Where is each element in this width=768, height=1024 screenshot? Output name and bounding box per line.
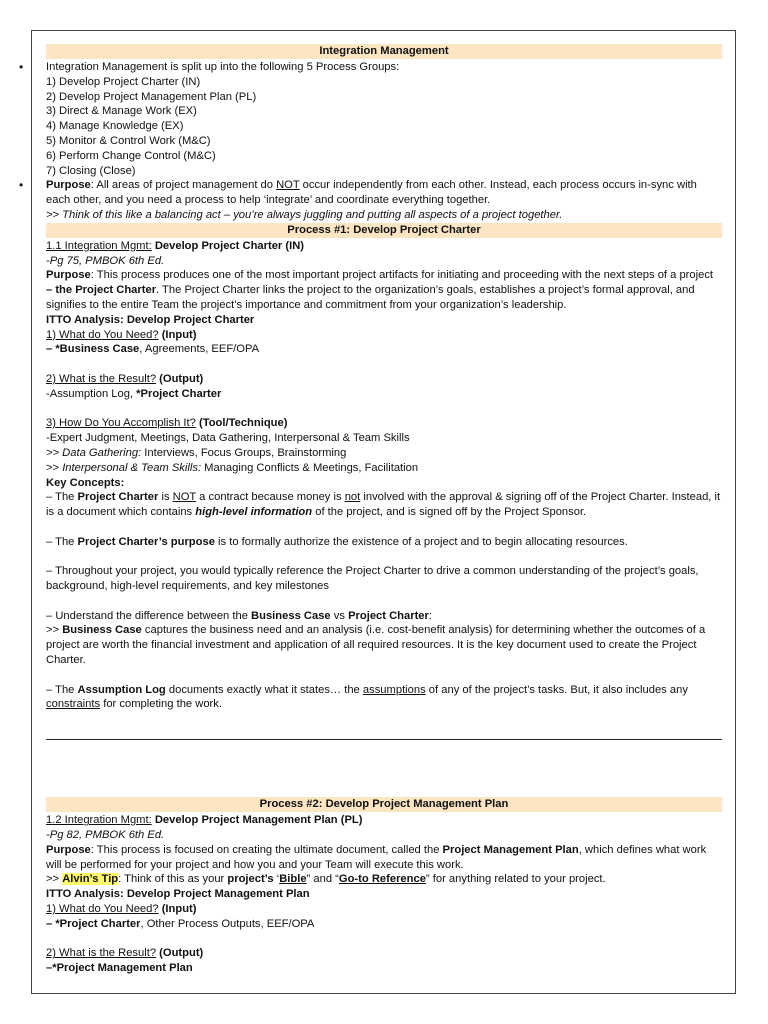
tip-prefix: >> (46, 873, 63, 886)
concept-text: of the project, and is signed off by the Project Sponsor. (312, 506, 587, 519)
section-header-integration-management: Integration Management (46, 44, 722, 59)
answer-bold: *Project Charter (136, 387, 222, 400)
title-name: Develop Project Charter (IN) (151, 239, 305, 252)
answer-tools: -Expert Judgment, Meetings, Data Gathering, Interpersonal & Team Skills (46, 432, 410, 445)
tip-highlight: Alvin’s Tip (62, 873, 119, 886)
purpose-label: Purpose (46, 843, 91, 856)
spacer (46, 668, 722, 683)
purpose-paragraph (46, 268, 722, 312)
bullet-icon: • (19, 178, 24, 193)
purpose-text: : All areas of project management do (90, 179, 277, 192)
alvins-tip (46, 872, 722, 887)
answer-input (46, 342, 722, 357)
concept-bold: Assumption Log (77, 683, 166, 696)
question-text: 2) What is the Result? (46, 947, 157, 960)
concept-text: – The (46, 535, 78, 548)
bullet-icon: • (19, 60, 24, 74)
tip-goto: Go-to Reference (338, 873, 426, 886)
concept-bold: Project Charter (348, 609, 429, 622)
answer-input (46, 917, 722, 932)
note-text: Managing Conflicts & Meetings, Facilitation (201, 461, 419, 474)
itto-heading: ITTO Analysis: Develop Project Management Plan (46, 888, 310, 901)
key-concept-difference (46, 609, 722, 624)
spacer (46, 740, 722, 797)
section-header-process-1: Process #1: Develop Project Charter (46, 223, 722, 238)
section-header-process-2: Process #2: Develop Project Management Plan (46, 797, 722, 812)
question-text: 1) What do You Need? (46, 328, 159, 341)
concept-underline: assumptions (362, 683, 426, 696)
concept-text: of any of the project’s tasks. But, it also includes any (425, 683, 688, 696)
answer-output: –*Project Management Plan (46, 962, 193, 975)
concept-bold: Business Case (251, 609, 331, 622)
tip-text: ” for anything related to your project. (425, 873, 606, 886)
question-text: 3) How Do You Accomplish It? (46, 417, 196, 430)
balancing-note: >> Think of this like a balancing act – you’re always juggling and putting all aspects of a project together. (46, 208, 563, 221)
concept-text: – The (46, 683, 78, 696)
question-text: 1) What do You Need? (46, 903, 159, 916)
spacer (46, 402, 722, 417)
tip-text: ” and “ (306, 873, 339, 886)
concept-bold: Project Charter (77, 491, 159, 504)
answer-bold: – *Business Case (46, 343, 140, 356)
process-group-item: 5) Monitor & Control Work (M&C) (46, 134, 211, 147)
process-title (46, 813, 722, 828)
question-output (46, 372, 722, 387)
purpose-text: : This process produces one of the most important project artifacts for initiating and proceeding with the next steps of a project (90, 269, 714, 282)
process-title (46, 239, 722, 254)
key-concept-business-case (46, 623, 722, 667)
concept-text: involved with the approval & signing off of the Project Charter. Instead, it is a document which contains (46, 491, 721, 519)
tip-text: : Think of this as your (118, 873, 228, 886)
concept-bold: Project Charter’s purpose (77, 535, 215, 548)
document-content (19, 44, 722, 976)
purpose-paragraph (19, 178, 722, 208)
question-tag: (Input) (158, 903, 197, 916)
purpose-text: occur independently from each other. Instead, each process occurs in-sync with each other, and you need a process to help ‘integrate’ and coordinate everything together. (46, 179, 697, 207)
tip-bible: Bible (279, 873, 307, 886)
answer-text: , Other Process Outputs, EEF/OPA (140, 917, 315, 930)
question-tag: (Input) (158, 328, 197, 341)
concept-text: is (158, 491, 173, 504)
key-concept-reference: – Throughout your project, you would typically reference the Project Charter to drive a common understanding of the project’s goals, background, high-level requirements, and key milestones (46, 565, 699, 593)
answer-bold: – *Project Charter (46, 917, 141, 930)
concept-emphasis: high-level information (195, 506, 313, 519)
purpose-bold: Project Management Plan (442, 843, 579, 856)
concept-text: for completing the work. (100, 698, 222, 711)
purpose-label: Purpose (46, 269, 91, 282)
note-prefix: >> (46, 461, 63, 474)
tip-text: ‘ (273, 873, 280, 886)
note-label: >> Data Gathering: (46, 446, 142, 459)
process-group-item: 3) Direct & Manage Work (EX) (46, 105, 197, 118)
question-tag: (Output) (156, 947, 204, 960)
question-input (46, 902, 722, 917)
itto-heading: ITTO Analysis: Develop Project Charter (46, 313, 255, 326)
key-concept-charter-not-contract (46, 490, 722, 520)
concept-underline: constraints (46, 698, 101, 711)
concept-text: captures the business need and an analysis (i.e. cost-benefit analysis) for determining whether the outcomes of a project are worth the financial investment and application of all required resources. It is the key document used to create the Project Charter. (46, 624, 706, 667)
emphasis-not: NOT (276, 179, 300, 192)
spacer (46, 932, 722, 947)
process-group-item: 2) Develop Project Management Plan (PL) (46, 90, 257, 103)
question-text: 2) What is the Result? (46, 372, 157, 385)
answer-text: , Agreements, EEF/OPA (139, 343, 260, 356)
page-reference: -Pg 75, PMBOK 6th Ed. (46, 254, 165, 267)
purpose-text: . The Project Charter links the project to the organization’s goals, establishes a project’s formal approval, and signifies to the entire Team the project’s importance and commitment from your organization’s leadership. (46, 284, 695, 311)
spacer (46, 550, 722, 565)
concept-bold: Business Case (62, 624, 142, 637)
key-concepts-heading: Key Concepts: (46, 476, 125, 489)
question-tools (46, 416, 722, 431)
purpose-label: Purpose (46, 179, 91, 192)
title-prefix: 1.2 Integration Mgmt: (46, 814, 152, 827)
spacer (46, 520, 722, 535)
process-group-item: 1) Develop Project Charter (IN) (46, 75, 201, 88)
process-group-item: 7) Closing (Close) (46, 164, 136, 177)
purpose-text: , which defines what work will be performed for your project and how you and your Team will execute this work. (46, 843, 707, 871)
process-group-item: 6) Perform Change Control (M&C) (46, 149, 216, 162)
concept-text: documents exactly what it states… the (165, 683, 363, 696)
concept-text: vs (330, 609, 349, 622)
note-text: Interviews, Focus Groups, Brainstorming (141, 446, 347, 459)
tip-bold: project’s (227, 873, 274, 886)
concept-text: : (428, 609, 432, 622)
process-group-item: 4) Manage Knowledge (EX) (46, 120, 184, 133)
bullet-intro (19, 60, 722, 75)
team-skills-note (46, 461, 722, 476)
spacer (46, 357, 722, 372)
question-output (46, 946, 722, 961)
note-label: Interpersonal & Team Skills: (62, 461, 202, 474)
concept-text: – Understand the difference between the (46, 609, 252, 622)
intro-text: Integration Management is split up into the following 5 Process Groups: (46, 61, 400, 73)
question-tag: (Output) (156, 372, 204, 385)
document-page (19, 30, 736, 994)
key-concept-charter-purpose (46, 535, 722, 550)
concept-text: >> (46, 624, 63, 637)
page-reference: -Pg 82, PMBOK 6th Ed. (46, 829, 165, 842)
purpose-paragraph (46, 843, 722, 873)
emphasis-not: not (344, 491, 361, 504)
spacer (46, 594, 722, 609)
concept-text: is to formally authorize the existence of a project and to begin allocating resources. (214, 535, 628, 548)
emphasis-not: NOT (172, 491, 197, 504)
title-name: Develop Project Management Plan (PL) (151, 814, 363, 827)
concept-text: – The (46, 491, 78, 504)
data-gathering-note (46, 446, 722, 461)
title-prefix: 1.1 Integration Mgmt: (46, 239, 152, 252)
key-concept-assumption-log (46, 683, 722, 713)
purpose-text: : This process is focused on creating the ultimate document, called the (90, 843, 443, 856)
question-tag: (Tool/Technique) (195, 417, 288, 430)
question-input (46, 328, 722, 343)
purpose-bold: – the Project Charter (46, 284, 157, 297)
concept-text: a contract because money is (196, 491, 345, 504)
answer-output (46, 387, 722, 402)
answer-text: -Assumption Log, (46, 387, 137, 400)
